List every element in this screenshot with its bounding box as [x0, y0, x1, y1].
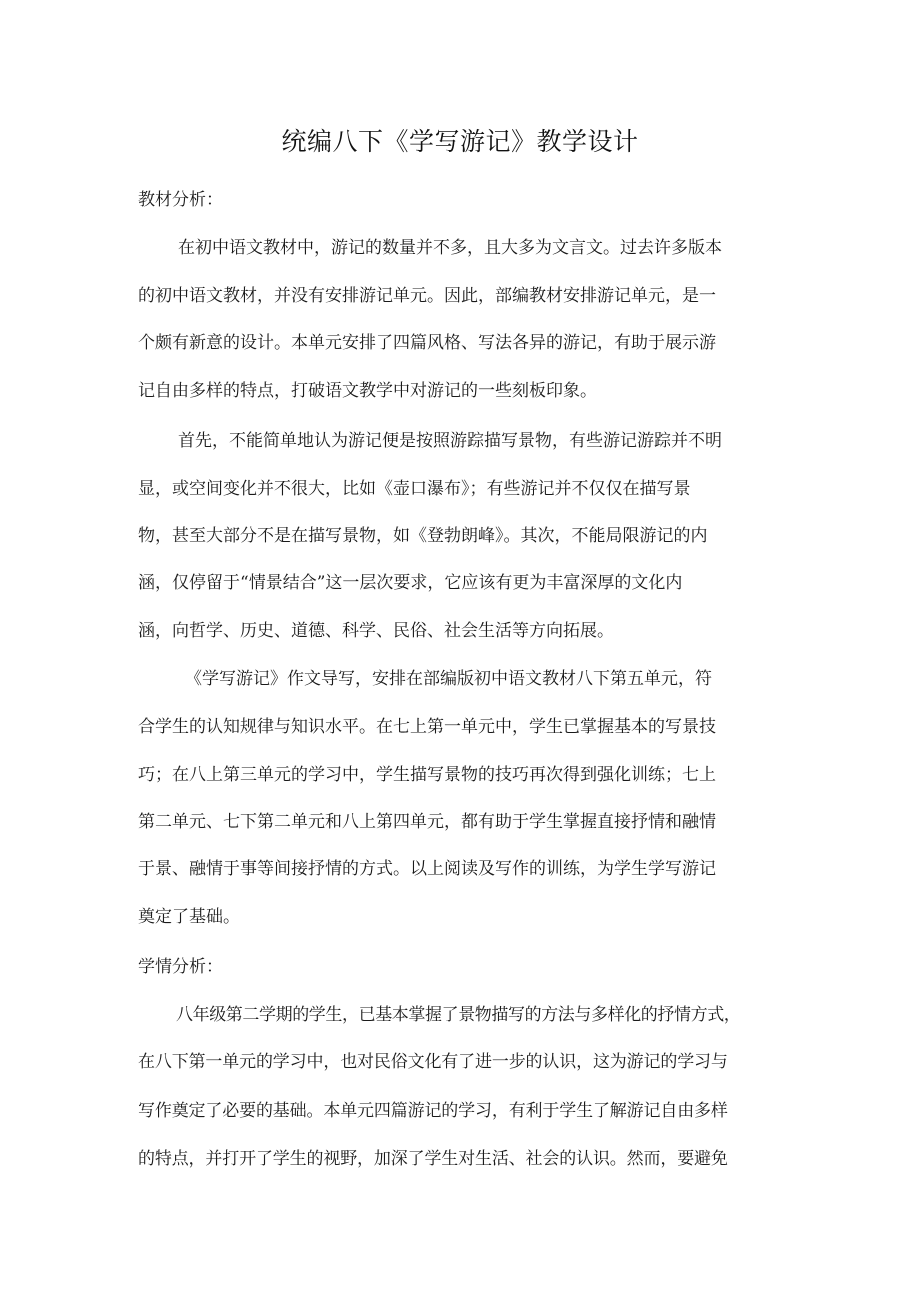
- paragraph-line: 首先，不能简单地认为游记便是按照游踪描写景物，有些游记游踪并不明: [178, 431, 722, 451]
- paragraph-line: 奠定了基础。: [138, 907, 240, 927]
- paragraph-line: 涵，仅停留于“情景结合”这一层次要求，它应该有更为丰富深厚的文化内: [138, 573, 683, 593]
- paragraph-line: 在八下第一单元的学习中，也对民俗文化有了进一步的认识，这为游记的学习与: [138, 1052, 728, 1072]
- paragraph-line: 个颇有新意的设计。本单元安排了四篇风格、写法各异的游记，有助于展示游: [138, 333, 716, 353]
- paragraph-line: 涵，向哲学、历史、道德、科学、民俗、社会生活等方向拓展。: [138, 621, 614, 641]
- paragraph-line: 巧；在八上第三单元的学习中，学生描写景物的技巧再次得到强化训练；七上: [138, 765, 716, 785]
- paragraph-line: 合学生的认知规律与知识水平。在七上第一单元中，学生已掌握基本的写景技: [138, 717, 716, 737]
- paragraph-line: 于景、融情于事等间接抒情的方式。以上阅读及写作的训练，为学生学写游记: [138, 859, 716, 879]
- paragraph-line: 的特点，并打开了学生的视野，加深了学生对生活、社会的认识。然而，要避免: [138, 1149, 728, 1169]
- paragraph-line: 物，甚至大部分不是在描写景物，如《登勃朗峰》。其次，不能局限游记的内: [138, 526, 708, 546]
- paragraph-line: 显，或空间变化并不很大，比如《壶口瀑布》；有些游记并不仅仅在描写景: [138, 479, 691, 499]
- paragraph-line: 记自由多样的特点，打破语文教学中对游记的一些刻板印象。: [138, 381, 597, 401]
- paragraph-line: 写作奠定了必要的基础。本单元四篇游记的学习，有利于学生了解游记自由多样: [138, 1101, 728, 1121]
- paragraph-line: 在初中语文教材中，游记的数量并不多，且大多为文言文。过去许多版本: [178, 238, 722, 258]
- section-heading-textbook-analysis: 教材分析：: [138, 190, 223, 210]
- document-title: 统编八下《学写游记》教学设计: [281, 127, 639, 156]
- section-heading-student-analysis: 学情分析：: [138, 957, 223, 977]
- paragraph-line: 《学写游记》作文导写，安排在部编版初中语文教材八下第五单元，符: [185, 669, 712, 689]
- paragraph-line: 第二单元、七下第二单元和八上第四单元，都有助于学生掌握直接抒情和融情: [138, 812, 716, 832]
- paragraph-line: 的初中语文教材，并没有安排游记单元。因此，部编教材安排游记单元，是一: [138, 286, 716, 306]
- paragraph-line: 八年级第二学期的学生，已基本掌握了景物描写的方法与多样化的抒情方式，: [176, 1005, 741, 1025]
